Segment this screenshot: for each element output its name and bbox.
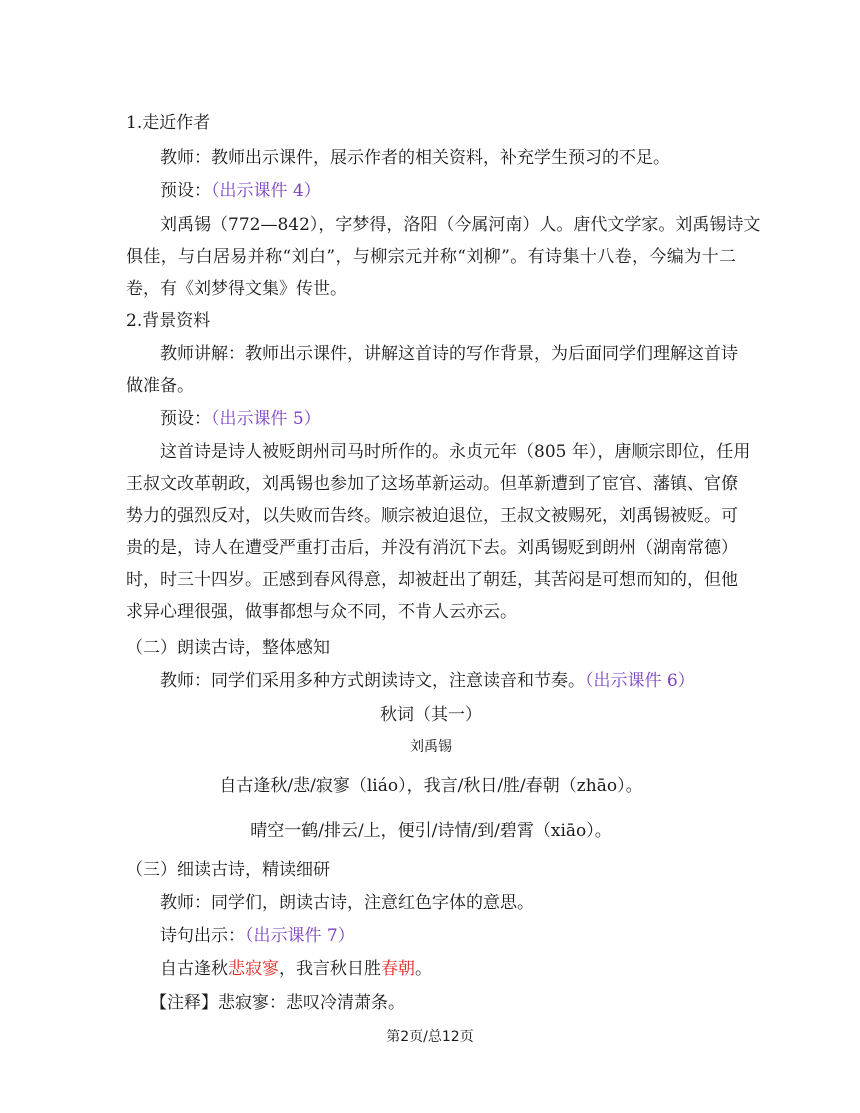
verse-show-line — [160, 921, 770, 946]
author-bio-line: 俱佳，与白居易并称“刘白”，与柳宗元并称“刘柳”。有诗集十八卷，今编为十二 — [126, 247, 736, 267]
teacher-explanation-line: 教师讲解：教师出示课件，讲解这首诗的写作背景，为后面同学们理解这首诗 — [160, 344, 738, 364]
preset-line — [160, 176, 770, 201]
courseware-link-5: （出示课件 5） — [211, 409, 321, 429]
page-footer: 第2页/总12页 — [386, 1029, 474, 1045]
section-heading-background: 2.背景资料 — [126, 311, 211, 331]
verse-show-label: 诗句出示： — [160, 926, 245, 946]
poem-line-2: 晴空一鹤/排云/上，便引/诗情/到/碧霄（xiāo）。 — [250, 821, 612, 841]
teacher-close-reading-instruction: 教师：同学们，朗读古诗，注意红色字体的意思。 — [160, 893, 534, 913]
courseware-link-6: （出示课件 6） — [585, 671, 695, 691]
background-line: 贵的是，诗人在遭受严重打击后，并没有消沉下去。刘禹锡贬到朗州（湖南常德） — [126, 538, 738, 558]
background-line: 王叔文改革朝政，刘禹锡也参加了这场革新运动。但革新遭到了宦官、藩镇、官僚 — [126, 474, 738, 494]
annotation-note: 【注释】悲寂寥：悲叹冷清萧条。 — [150, 993, 405, 1013]
poem-line-1: 自古逢秋/悲/寂寥（liáo），我言/秋日/胜/春朝（zhāo）。 — [219, 776, 643, 796]
teacher-explanation-line: 做准备。 — [126, 376, 194, 396]
preset-label: 预设： — [160, 181, 211, 201]
preset-line — [160, 404, 770, 429]
preset-label: 预设： — [160, 409, 211, 429]
verse-text: 自古逢秋 — [160, 959, 228, 979]
teacher-instruction: 教师：教师出示课件，展示作者的相关资料，补充学生预习的不足。 — [160, 148, 670, 168]
background-line: 这首诗是诗人被贬朗州司马时所作的。永贞元年（805 年），唐顺宗即位，任用 — [160, 442, 751, 462]
background-line: 时，时三十四岁。正感到春风得意，却被赶出了朝廷，其苦闷是可想而知的，但他 — [126, 570, 738, 590]
part-heading-read-aloud: （二）朗读古诗，整体感知 — [126, 638, 330, 658]
teacher-reading-text: 教师：同学们采用多种方式朗读诗文，注意读音和节奏。 — [160, 671, 585, 691]
verse-text: ，我言秋日胜 — [279, 959, 381, 979]
author-bio-line: 刘禹锡（772—842），字梦得，洛阳（今属河南）人。唐代文学家。刘禹锡诗文 — [160, 215, 761, 235]
author-bio-line: 卷，有《刘梦得文集》传世。 — [126, 279, 347, 299]
highlighted-verse — [160, 954, 770, 979]
poem-title: 秋词（其一） — [380, 705, 482, 725]
highlight-word: 春朝 — [381, 959, 415, 979]
background-line: 求异心理很强，做事都想与众不同，不肯人云亦云。 — [126, 602, 517, 622]
background-line: 势力的强烈反对，以失败而告终。顺宗被迫退位，王叔文被赐死，刘禹锡被贬。可 — [126, 506, 738, 526]
verse-text: 。 — [415, 959, 432, 979]
courseware-link-4: （出示课件 4） — [211, 181, 321, 201]
teacher-reading-instruction — [160, 666, 770, 691]
part-heading-close-reading: （三）细读古诗，精读细研 — [126, 860, 330, 880]
highlight-word: 悲寂寥 — [228, 959, 279, 979]
poem-author: 刘禹锡 — [410, 739, 452, 755]
courseware-link-7: （出示课件 7） — [245, 926, 355, 946]
section-heading-author: 1.走近作者 — [126, 113, 211, 133]
